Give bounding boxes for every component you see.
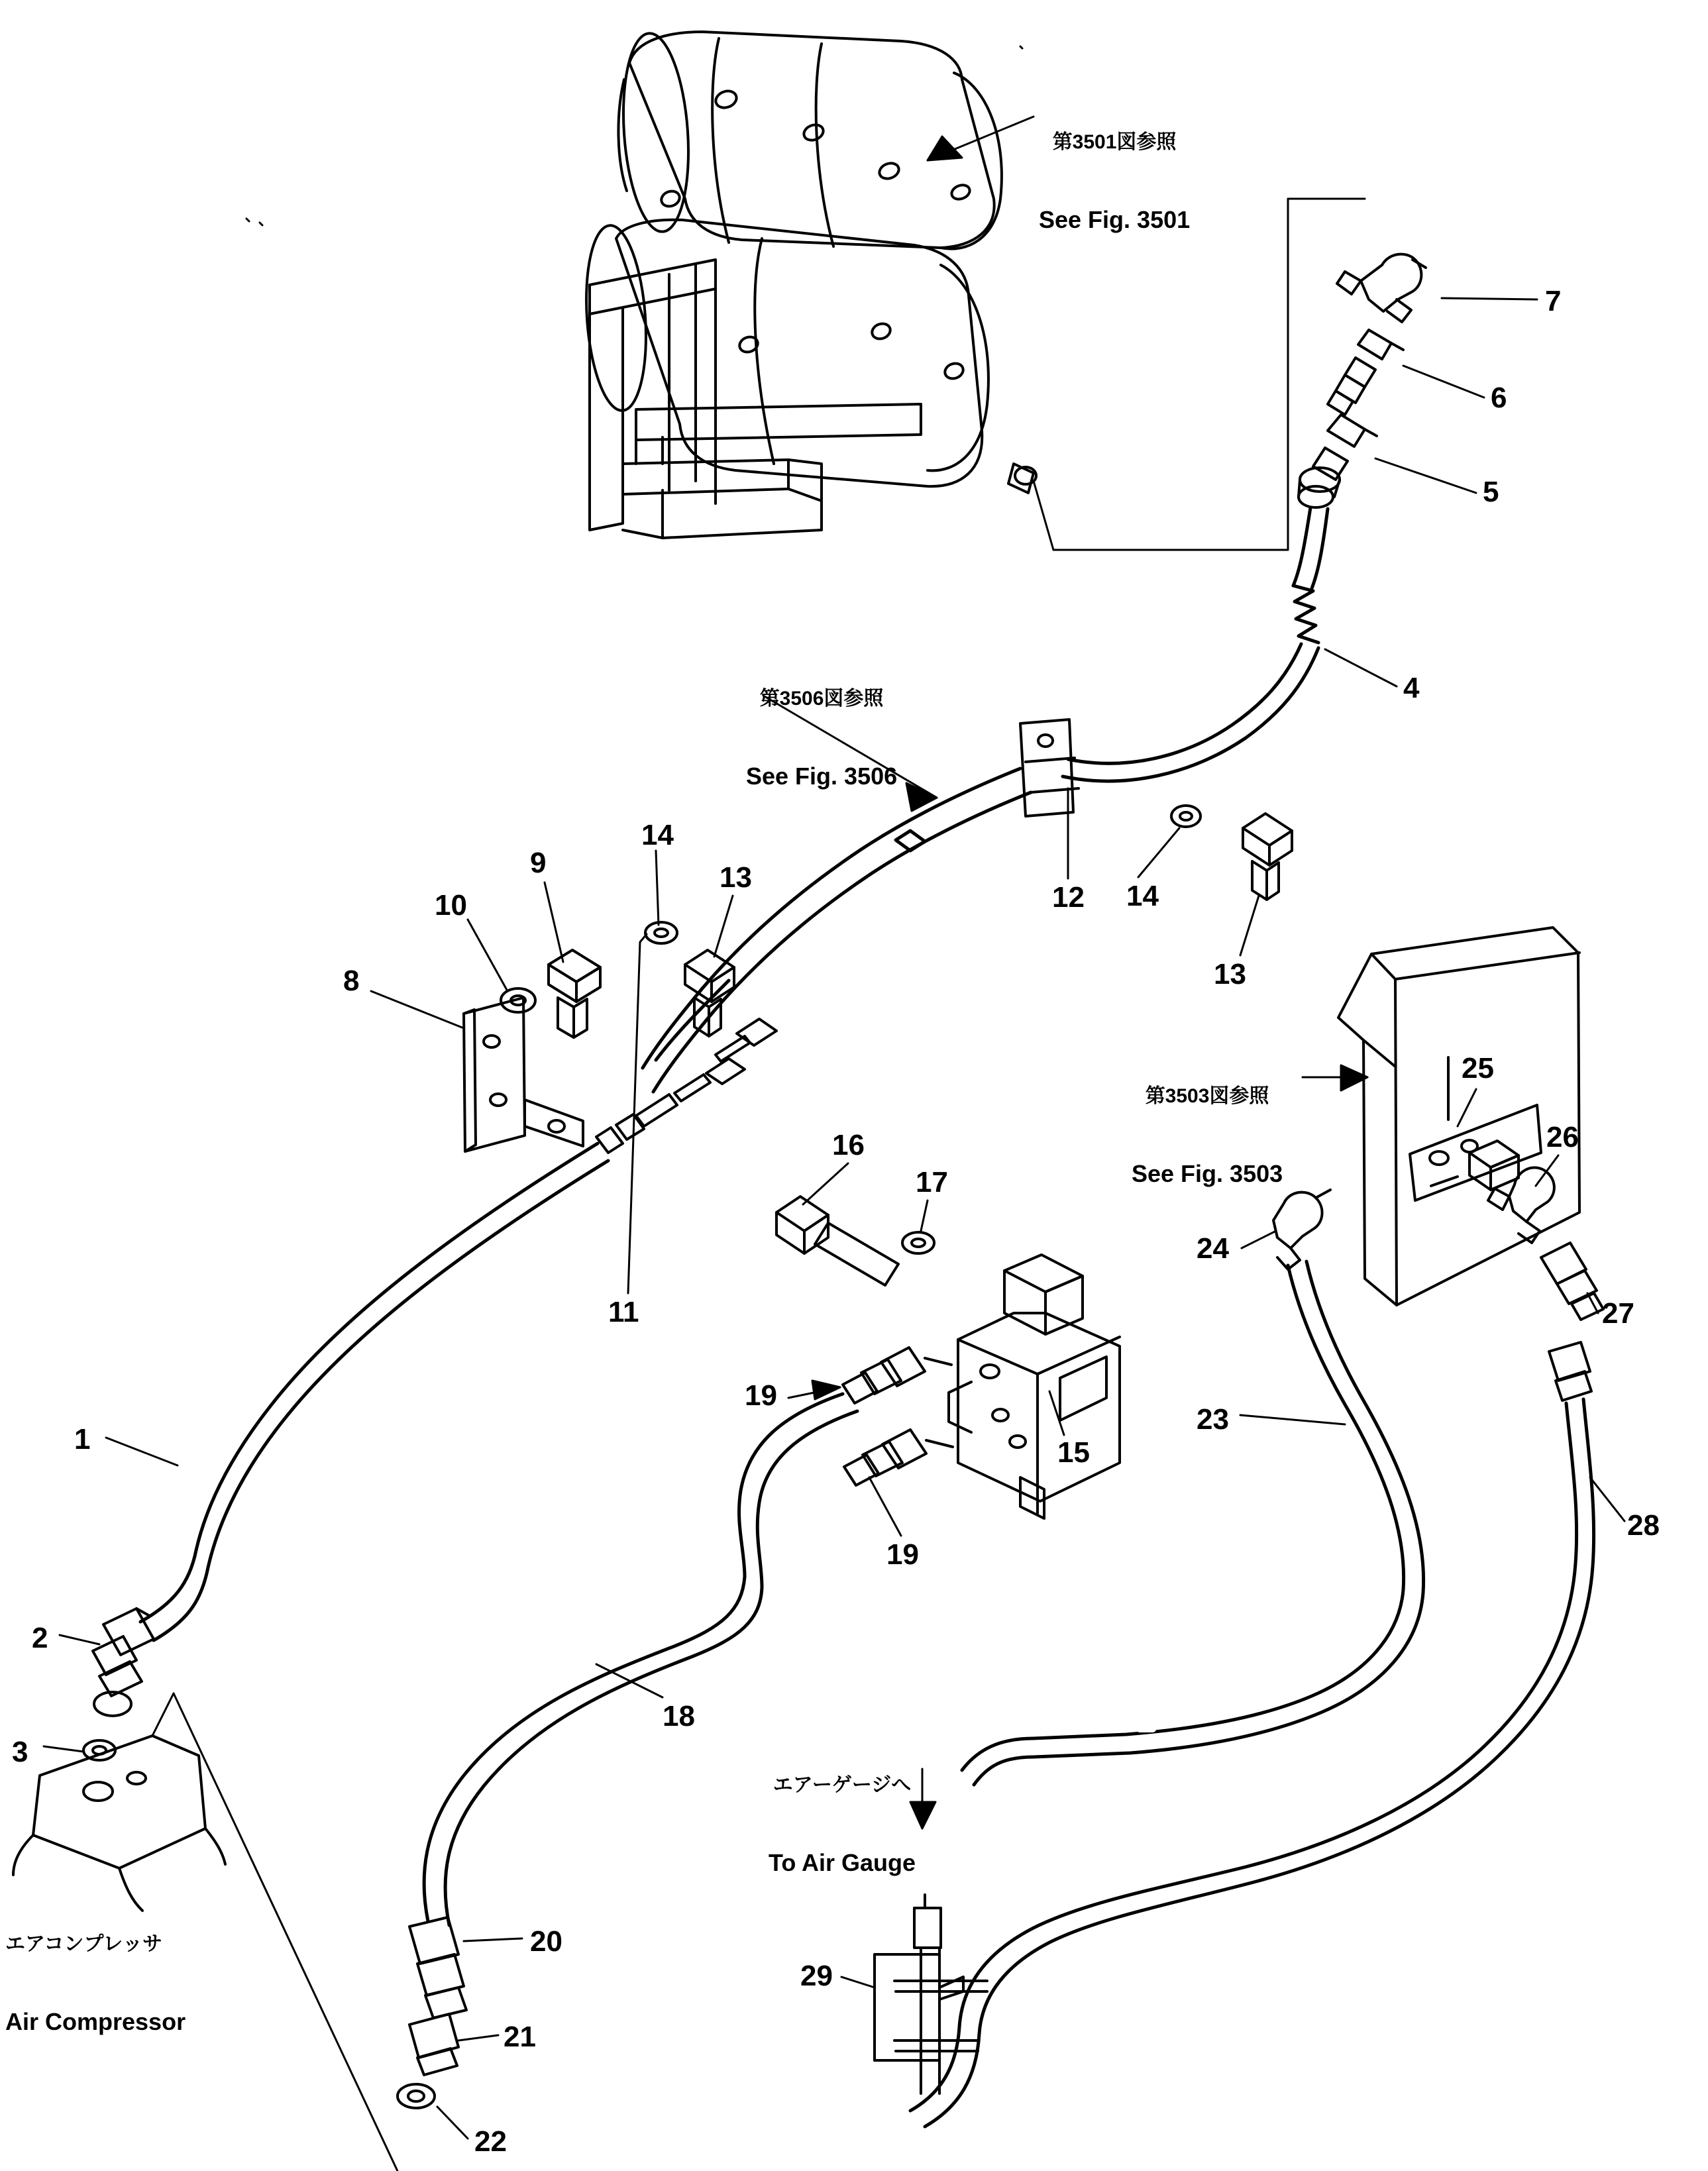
fitting-20 [409,1917,466,2018]
caption-to-air-gauge [769,1722,916,1928]
callout-13: 13 [720,861,752,894]
bracket-plate-3503 [1338,927,1579,1305]
fitting-19-upper [843,1348,951,1403]
callout-13-right: 13 [1214,958,1246,990]
callout-14-right: 14 [1126,880,1159,912]
callout-24: 24 [1197,1232,1229,1265]
caption-see-fig-3503 [1132,1033,1283,1239]
bolt-13-right [1243,814,1292,900]
callout-12: 12 [1052,881,1085,914]
caption-see-fig-3501-en: See Fig. 3501 [1039,205,1191,233]
callout-17: 17 [916,1166,948,1198]
callout-29: 29 [800,1960,833,1992]
callout-9: 9 [530,847,547,879]
callout-7: 7 [1545,285,1562,317]
callout-25: 25 [1462,1052,1494,1085]
caption-see-fig-3503-en: See Fig. 3503 [1132,1159,1283,1187]
callout-6: 6 [1491,382,1507,414]
callout-14: 14 [641,819,674,851]
caption-to-air-gauge-en: To Air Gauge [769,1848,916,1876]
pipe-1 [140,1143,608,1640]
caption-see-fig-3503-jp: 第3503図参照 [1145,1085,1269,1108]
part-2-fitting [93,1609,154,1716]
callout-3: 3 [12,1736,28,1768]
caption-see-fig-3501-jp: 第3501図参照 [1052,131,1177,154]
callout-5: 5 [1483,476,1499,508]
callout-10: 10 [435,889,467,922]
bolt-16 [776,1196,898,1285]
callout-23: 23 [1197,1403,1229,1436]
caption-air-compressor-en: Air Compressor [5,2007,186,2035]
clamp-12 [1020,719,1079,816]
fitting-19-lower [844,1430,953,1485]
caption-see-fig-3501 [1039,79,1190,285]
washer-14-left [645,922,677,943]
air-tank-assembly [580,31,1036,538]
callout-8: 8 [343,965,360,997]
caption-see-fig-3506-en: See Fig. 3506 [746,762,898,790]
caption-air-compressor [5,1881,186,2087]
callout-4: 4 [1403,672,1420,704]
fitting-27 [1541,1243,1603,1320]
pipe-fittings-11 [596,1019,776,1153]
bolt-9 [549,950,600,1037]
washer-22 [398,2084,435,2108]
washer-17 [902,1232,934,1253]
washer-14-right [1171,806,1201,827]
callout-18: 18 [663,1700,695,1732]
callout-20: 20 [530,1925,562,1958]
part-7-elbow [1337,254,1426,322]
hose-23 [962,1261,1424,1785]
callout-1: 1 [74,1423,91,1456]
caption-see-fig-3506-jp: 第3506図参照 [759,688,884,710]
caption-to-air-gauge-jp: エアーゲージへ [773,1774,912,1797]
callout-19-lower: 19 [886,1538,919,1571]
part-6-fitting [1328,330,1403,415]
callout-15: 15 [1057,1436,1090,1469]
callout-16: 16 [832,1129,865,1161]
bracket-8 [464,998,583,1151]
valve-15 [949,1255,1120,1518]
part-5-fitting [1299,415,1377,507]
callout-2: 2 [32,1622,48,1654]
callout-26: 26 [1546,1121,1579,1153]
caption-see-fig-3506 [746,636,897,841]
callout-27: 27 [1602,1297,1634,1330]
bolt-13-left [685,950,734,1036]
callout-22: 22 [474,2125,507,2158]
callout-11: 11 [608,1296,639,1328]
fitting-21 [409,2014,458,2075]
callout-21: 21 [504,2021,536,2053]
caption-air-compressor-jp: エアコンプレッサ [5,1933,162,1956]
callout-28: 28 [1627,1509,1660,1542]
callout-19: 19 [745,1379,777,1412]
